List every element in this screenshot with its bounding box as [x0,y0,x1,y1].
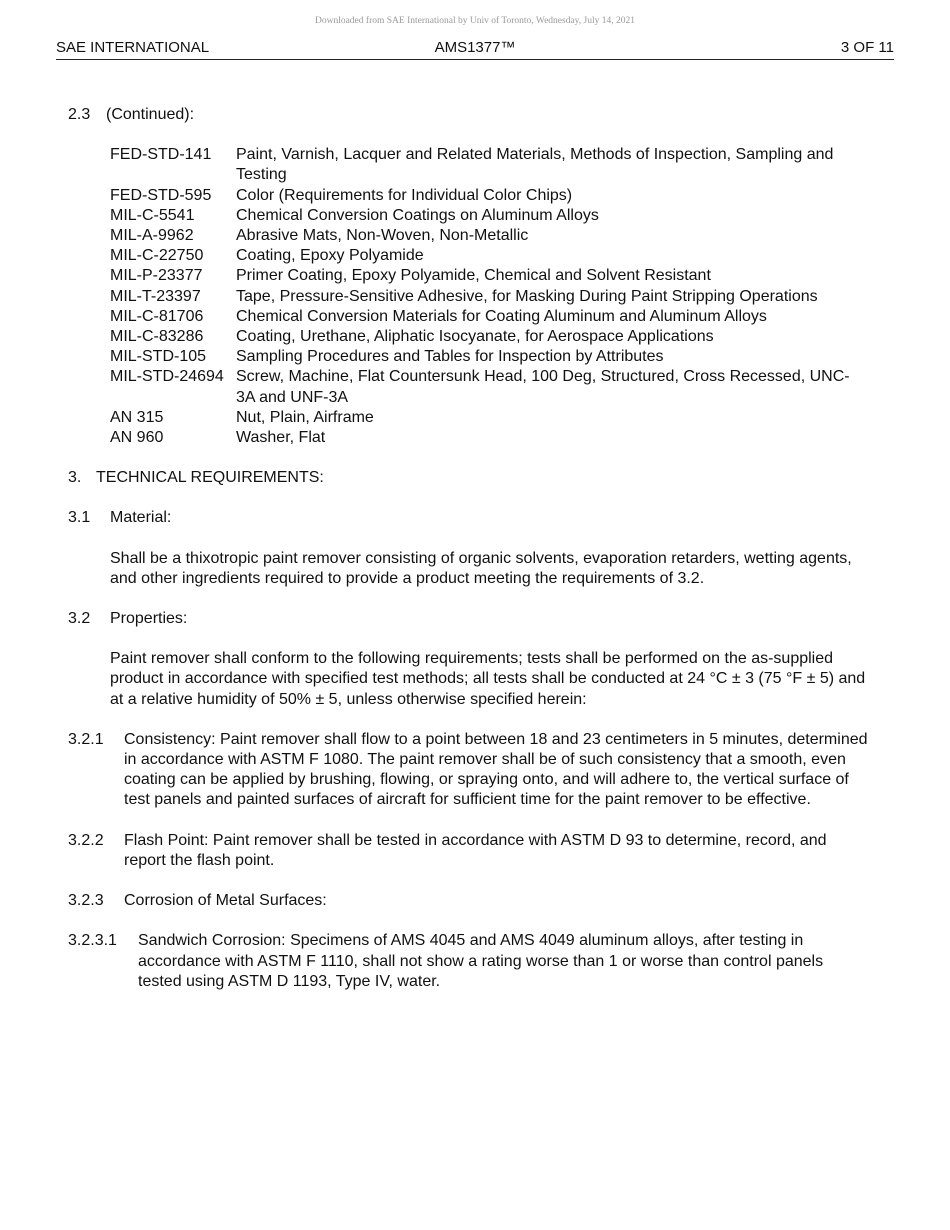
section-3-2-1 [68,730,868,811]
reference-description: Chemical Conversion Coatings on Aluminum Alloys [236,206,599,224]
reference-description: Tape, Pressure-Sensitive Adhesive, for Masking During Paint Stripping Operations [236,287,818,305]
reference-description: Coating, Urethane, Aliphatic Isocyanate, for Aerospace Applications [236,328,714,346]
reference-code: MIL-STD-105 [110,348,207,366]
reference-code: MIL-C-22750 [110,247,204,265]
reference-row [110,287,866,307]
reference-code: MIL-P-23377 [110,267,203,285]
reference-code: MIL-STD-24694 [110,368,224,386]
reference-code: AN 315 [110,408,164,426]
reference-description: Abrasive Mats, Non-Woven, Non-Metallic [236,227,529,245]
reference-row [110,266,866,286]
reference-code: FED-STD-141 [110,146,212,164]
reference-code: MIL-C-5541 [110,206,195,224]
section-title: TECHNICAL REQUIREMENTS: [96,469,324,487]
section-3-2-heading [68,609,868,629]
reference-description: Color (Requirements for Individual Color Chips) [236,186,573,204]
reference-description: Nut, Plain, Airframe [236,408,374,426]
section-title: Material: [110,509,172,527]
reference-row [110,347,866,367]
header-org: SAE INTERNATIONAL [56,39,210,56]
reference-description: Coating, Epoxy Polyamide [236,247,424,265]
reference-description: Primer Coating, Epoxy Polyamide, Chemical and Solvent Resistant [236,267,711,285]
section-3-2-3 [68,891,868,911]
reference-row [110,428,866,448]
reference-row [110,226,866,246]
section-text: Sandwich Corrosion: Specimens of AMS 4045 and AMS 4049 aluminum alloys, after testing in accordance with ASTM F 1110, shall not show a rating worse than 1 or worse than control panels tested using ASTM D 1193, Type IV, water. [138,932,824,990]
reference-code: MIL-A-9962 [110,227,194,245]
section-number: 3.2.2 [68,831,104,849]
section-text: Flash Point: Paint remover shall be tested in accordance with ASTM D 93 to determine, record, and report the flash point. [124,831,827,869]
section-number: 3.2.3 [68,892,104,910]
page-header [56,38,894,60]
reference-row [110,408,866,428]
reference-row [110,186,866,206]
reference-row [110,206,866,226]
reference-code: MIL-C-83286 [110,328,204,346]
section-text: Consistency: Paint remover shall flow to a point between 18 and 23 centimeters in 5 minutes, determined in accordance with ASTM F 1080. The paint remover shall be of such consistency that a smooth, even coating can be applied by brushing, flowing, or spraying onto, and will adhere to, the vertical surface of test panels and painted surfaces of aircraft for sufficient time for the paint remover to be effective. [124,730,868,809]
reference-description: Washer, Flat [236,429,326,447]
reference-description: Paint, Varnish, Lacquer and Related Materials, Methods of Inspection, Sampling and Testing [236,146,834,184]
reference-row [110,307,866,327]
section-number: 3. [68,469,82,487]
section-number: 3.1 [68,509,91,527]
reference-code: MIL-T-23397 [110,287,201,305]
download-watermark: Downloaded from SAE International by Univ of Toronto, Wednesday, July 14, 2021 [314,16,636,26]
reference-code: MIL-C-81706 [110,307,204,325]
section-3-1-heading [68,508,868,528]
section-3-2-text: Paint remover shall conform to the following requirements; tests shall be performed on the as-supplied product in accordance with specified test methods; all tests shall be conducted at 24 °C ± 3 (75 °F ± 5) and at a relative humidity of 50% ± 5, unless otherwise specified herein: [110,650,866,708]
reference-description: Chemical Conversion Materials for Coating Aluminum and Aluminum Alloys [236,307,767,325]
section-3-2-2 [68,831,868,871]
section-number: 3.2 [68,610,91,628]
section-3-1-text: Shall be a thixotropic paint remover consisting of organic solvents, evaporation retarders, wetting agents, and other ingredients required to provide a product meeting the requirements of 3.2. [110,549,852,587]
section-number: 3.2.1 [68,730,104,748]
reference-row [110,367,866,407]
reference-list [110,145,866,448]
header-doc-number: AMS1377™ [434,39,516,56]
section-number: 2.3 [68,106,91,123]
section-title: (Continued): [106,106,195,123]
section-3-heading [68,468,868,488]
reference-description: Screw, Machine, Flat Countersunk Head, 100 Deg, Structured, Cross Recessed, UNC-3A and UNF-3A [236,368,850,406]
reference-code: FED-STD-595 [110,186,212,204]
reference-row [110,145,866,185]
reference-row [110,246,866,266]
reference-description: Sampling Procedures and Tables for Inspection by Attributes [236,348,664,366]
section-number: 3.2.3.1 [68,932,117,950]
header-page-number: 3 OF 11 [840,39,894,56]
reference-row [110,327,866,347]
reference-code: AN 960 [110,429,164,447]
section-2-3-heading [68,105,868,125]
document-body [68,105,868,1012]
section-title: Properties: [110,610,188,628]
section-text: Corrosion of Metal Surfaces: [124,892,327,910]
section-3-2-3-1 [68,931,868,992]
